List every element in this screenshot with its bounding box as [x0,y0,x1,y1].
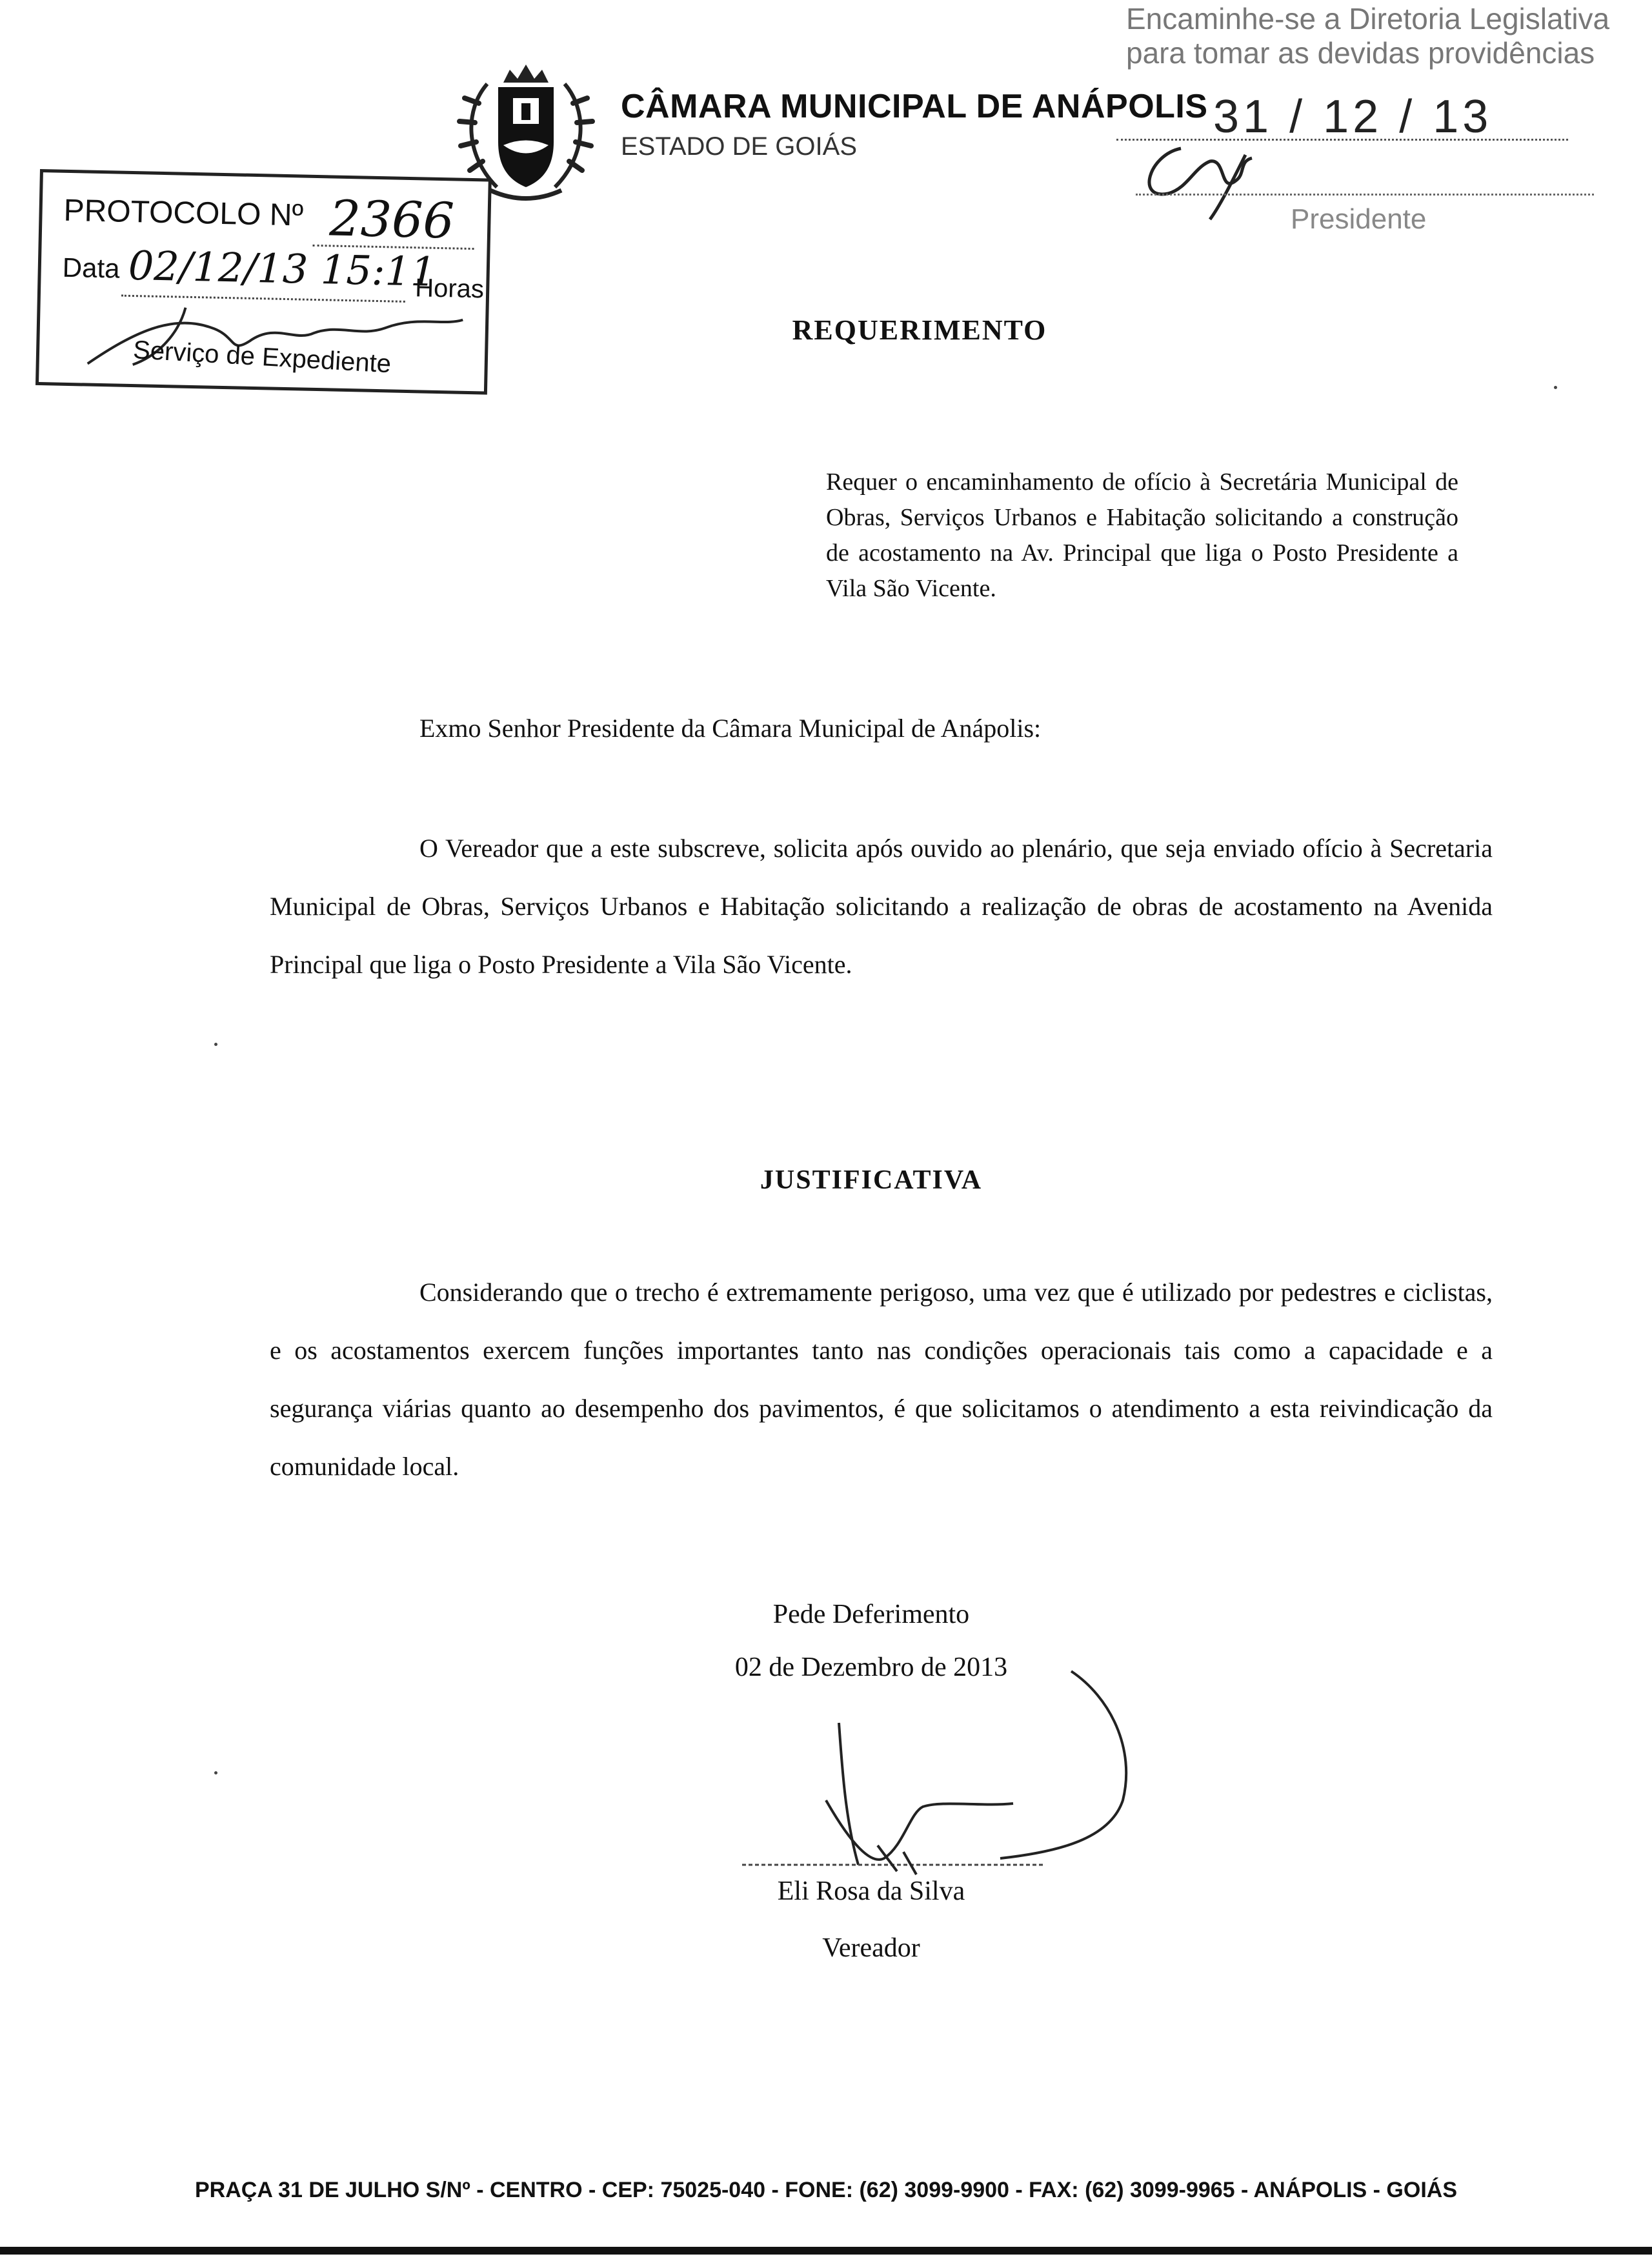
protocol-footer: Serviço de Expediente [132,336,392,379]
closing-phrase: Pede Deferimento [772,1600,970,1629]
institution-name: CÂMARA MUNICIPAL DE ANÁPOLIS [621,88,1208,125]
request-body: O Vereador que a este subscreve, solicita após ouvido ao plenário, que seja enviado ofício à Secretaria Municipal de Obras, Serviços Urbanos e Habitação solicitando a realização de obras de acostamento na Avenida Principal que liga o Posto Presidente a Vila São Vicente. [270,834,1493,979]
dispatch-date: 31 / 12 / 13 [1213,91,1493,143]
signer-name: Eli Rosa da Silva [777,1876,965,1906]
scan-dot [1554,386,1557,389]
scan-dot [214,1043,217,1046]
protocol-label: PROTOCOLO Nº [63,193,304,233]
dispatch-stamp-line2: para tomar as devidas providências [1126,36,1595,70]
scan-dot [214,1771,217,1774]
protocol-date-label: Data [62,252,121,284]
dispatch-role: Presidente [1291,203,1427,235]
protocol-stamp [35,169,505,401]
dispatch-stamp-line1: Encaminhe-se a Diretoria Legislativa [1126,2,1610,35]
footer-rule [0,2247,1652,2255]
protocol-number: 2366 [328,189,455,250]
institution-state: ESTADO DE GOIÁS [621,132,857,161]
document-summary: Requer o encaminhamento de ofício à Secretária Municipal de Obras, Serviços Urbanos e Habitação solicitando a construção de acostamento na Av. Principal que liga o Posto Presidente a Vila São Vicente. [826,468,1458,602]
document-title: REQUERIMENTO [792,314,1047,346]
justification-title: JUSTIFICATIVA [760,1165,983,1195]
footer-address: PRAÇA 31 DE JULHO S/Nº - CENTRO - CEP: 75025-040 - FONE: (62) 3099-9900 - FAX: (62) 3099-9965 - ANÁPOLIS - GOIÁS [194,2178,1457,2202]
dispatch-signature-line [1136,194,1594,196]
closing-date: 02 de Dezembro de 2013 [734,1653,1008,1682]
councilor-signature-icon [710,1652,1162,1897]
justification-body: Considerando que o trecho é extremamente perigoso, uma vez que é utilizado por pedestres e ciclistas, e os acostamentos exercem funções importantes tanto nas condições operacionais tais como a capacidade e a segurança viárias quanto ao desempenho dos pavimentos, é que solicitamos o atendimento a esta reivindicação da comunidade local. [270,1278,1493,1481]
dispatch-date-line [1116,139,1568,141]
salutation: Exmo Senhor Presidente da Câmara Municipal de Anápolis: [419,714,1042,743]
signer-role: Vereador [822,1933,920,1963]
protocol-hours-label: Horas [414,274,485,304]
protocol-date: 02/12/13 15:11 [128,241,437,296]
